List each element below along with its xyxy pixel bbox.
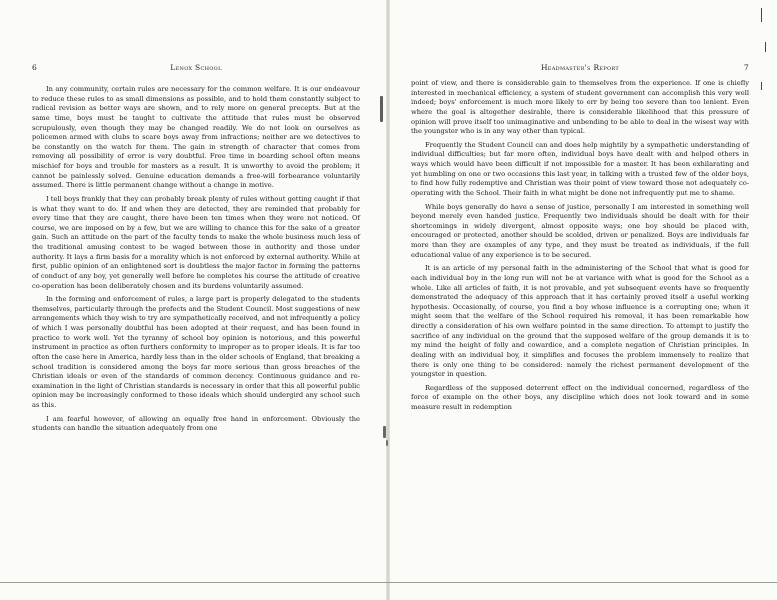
right-page-body (411, 79, 749, 417)
paragraph: In any community, certain rules are necessary for the common welfare. It is our endeavour to reduce these rules to as small dimensions as possible, and to hold them constantly subject to radical revision as better ways are shown, and to rely more on general precepts. But at the same time, boys must be taught to cultivate the attitude that rules must be observed scrupulously, even though they may be changed readily. We do not look on ourselves as policemen armed with clubs to scare boys away from infractions; neither are we detectives to be constantly on the watch for them. The gain in strength of character that comes from removing all possibility of error is very doubtful. Free time in boarding school often means mischief for boys and trouble for masters as a result. It is unworthy to avoid the problem; it cannot be painlessly solved. Genuine education demands a free-will forbearance voluntarily assumed. There is little permanent change without a change in motive. (32, 85, 360, 190)
page-bottom-edge (0, 582, 777, 583)
page-number: 7 (743, 63, 749, 72)
paragraph: It is an article of my personal faith in the administering of the School that what is good for each individual boy in the long run will not be at variance with what is good for the School as a whole. Like all articles of faith, it is not provable, and yet subsequent events have so frequently demonstrated the adequacy of this approach that it has certainly proved itself a useful working hypothesis. Occasionally, of course, you find a boy whose influence is a corrupting one; when it might seem that the welfare of the School required his removal, it has been remarkable how directly a consideration of his own welfare pointed in the same direction. To attempt to justify the sacrifice of any individual on the ground that the supposed welfare of the group demands it is to my mind the height of folly and cowardice, and a complete negation of Christian principles. In dealing with an individual boy, it simplifies and focuses the problem immensely to realize that there is only one thing to be considered: namely the richest permanent development of the youngster in question. (411, 264, 749, 379)
paragraph: I tell boys frankly that they can probably break plenty of rules without getting caught if that is what they want to do. If and when they are detected, they are reminded that probably for every time that they are caught, there have been ten times when they were not noticed. Of course, we are imposed on by a few, but we are willing to chance this for the sake of a greater gain. Such an attitude on the part of the faculty tends to make the whole business much less of the traditional amusing contest to be waged between those in authority and those under authority. It lays a firm basis for a morality which is not enforced by external authority. While at first, public opinion of an enlightened sort is doubtless the major factor in forming the patterns of conduct of any boy, yet generally well before he completes his course the attitude of creative co-operation has been deliberately chosen and its burdens voluntarily assumed. (32, 194, 360, 290)
page-number: 6 (32, 63, 38, 72)
margin-marks (753, 2, 773, 122)
right-page (389, 0, 777, 600)
paragraph: While boys generally do have a sense of justice, personally I am interested in something well beyond merely even handed justice. Frequently two individuals should be dealt with for their shortcomings in widely divergent, almost opposite ways; one boy should be placed with, encouraged or protected, another should be scolded, driven or penalized. Boys are individuals far more than they are examples of any type, and they must be treated as individuals, if the full educational value of any experience is to be secured. (411, 202, 749, 259)
ink-mark (386, 440, 388, 446)
ink-mark (383, 426, 386, 438)
paragraph: Frequently the Student Council can and does help mightily by a sympathetic understanding of individual difficulties; but far more often, individual boys have dealt with and helped others in ways which would have been difficult if not impossible for a master. It has been exhilarating and yet humbling on one or two occasions this last year, in talking with a trusted few of the older boys, to find how fully redemptive and Christian was their point of view toward those not adequately co-operating with the School. Their faith in what might be done not infrequently put me to shame. (411, 140, 749, 197)
paragraph: Regardless of the supposed deterrent effect on the individual concerned, regardless of the force of example on the other boys, any discipline which does not look toward and in some measure result in redemption (411, 383, 749, 411)
ink-mark (380, 96, 383, 122)
running-head: Headmaster's Report (540, 63, 620, 72)
left-page-header (32, 63, 360, 75)
right-page-header (411, 63, 749, 75)
running-head: Lenox School (170, 63, 222, 72)
left-page-body (32, 85, 360, 438)
paragraph: I am fearful however, of allowing an equally free hand in enforcement. Obviously the students can handle the situation adequately from one (32, 414, 360, 433)
paragraph: point of view, and there is considerable gain to themselves from the experience. If one is chiefly interested in mechanical efficiency, a system of student government can accomplish this very well indeed; boys' enforcement is much more likely to err by being too severe than too lenient. Even where the goal is altogether desirable, there is considerable likelihood that this pressure of opinion will prove itself too unimaginative and unbending to be able to deal in the wisest way with the youngster who is in any way other than typical. (411, 79, 749, 136)
paragraph: In the forming and enforcement of rules, a large part is properly delegated to the students themselves, particularly through the prefects and the Student Council. Most suggestions of new arrangements which they wish to try are sympathetically received, and not infrequently a policy of which I was personally doubtful has been adopted at their request, and has been found in practice to work well. Yet the tyranny of school boy opinion is notorious, and this powerful instrument in practice as often furthers conformity to improper as to proper ideals. It is far too often the case here in America, hardly less than in the older schools of England, that breaking a school tradition is considered among the boys far more serious than gross breaches of the Christian ideals or even of the standards of common decency. Continuous guidance and re-examination in the light of Christian standards is necessary in order that this all powerful public opinion may be increasingly conformed to those ideals which should undergird any school such as this. (32, 295, 360, 409)
left-page (0, 0, 388, 600)
